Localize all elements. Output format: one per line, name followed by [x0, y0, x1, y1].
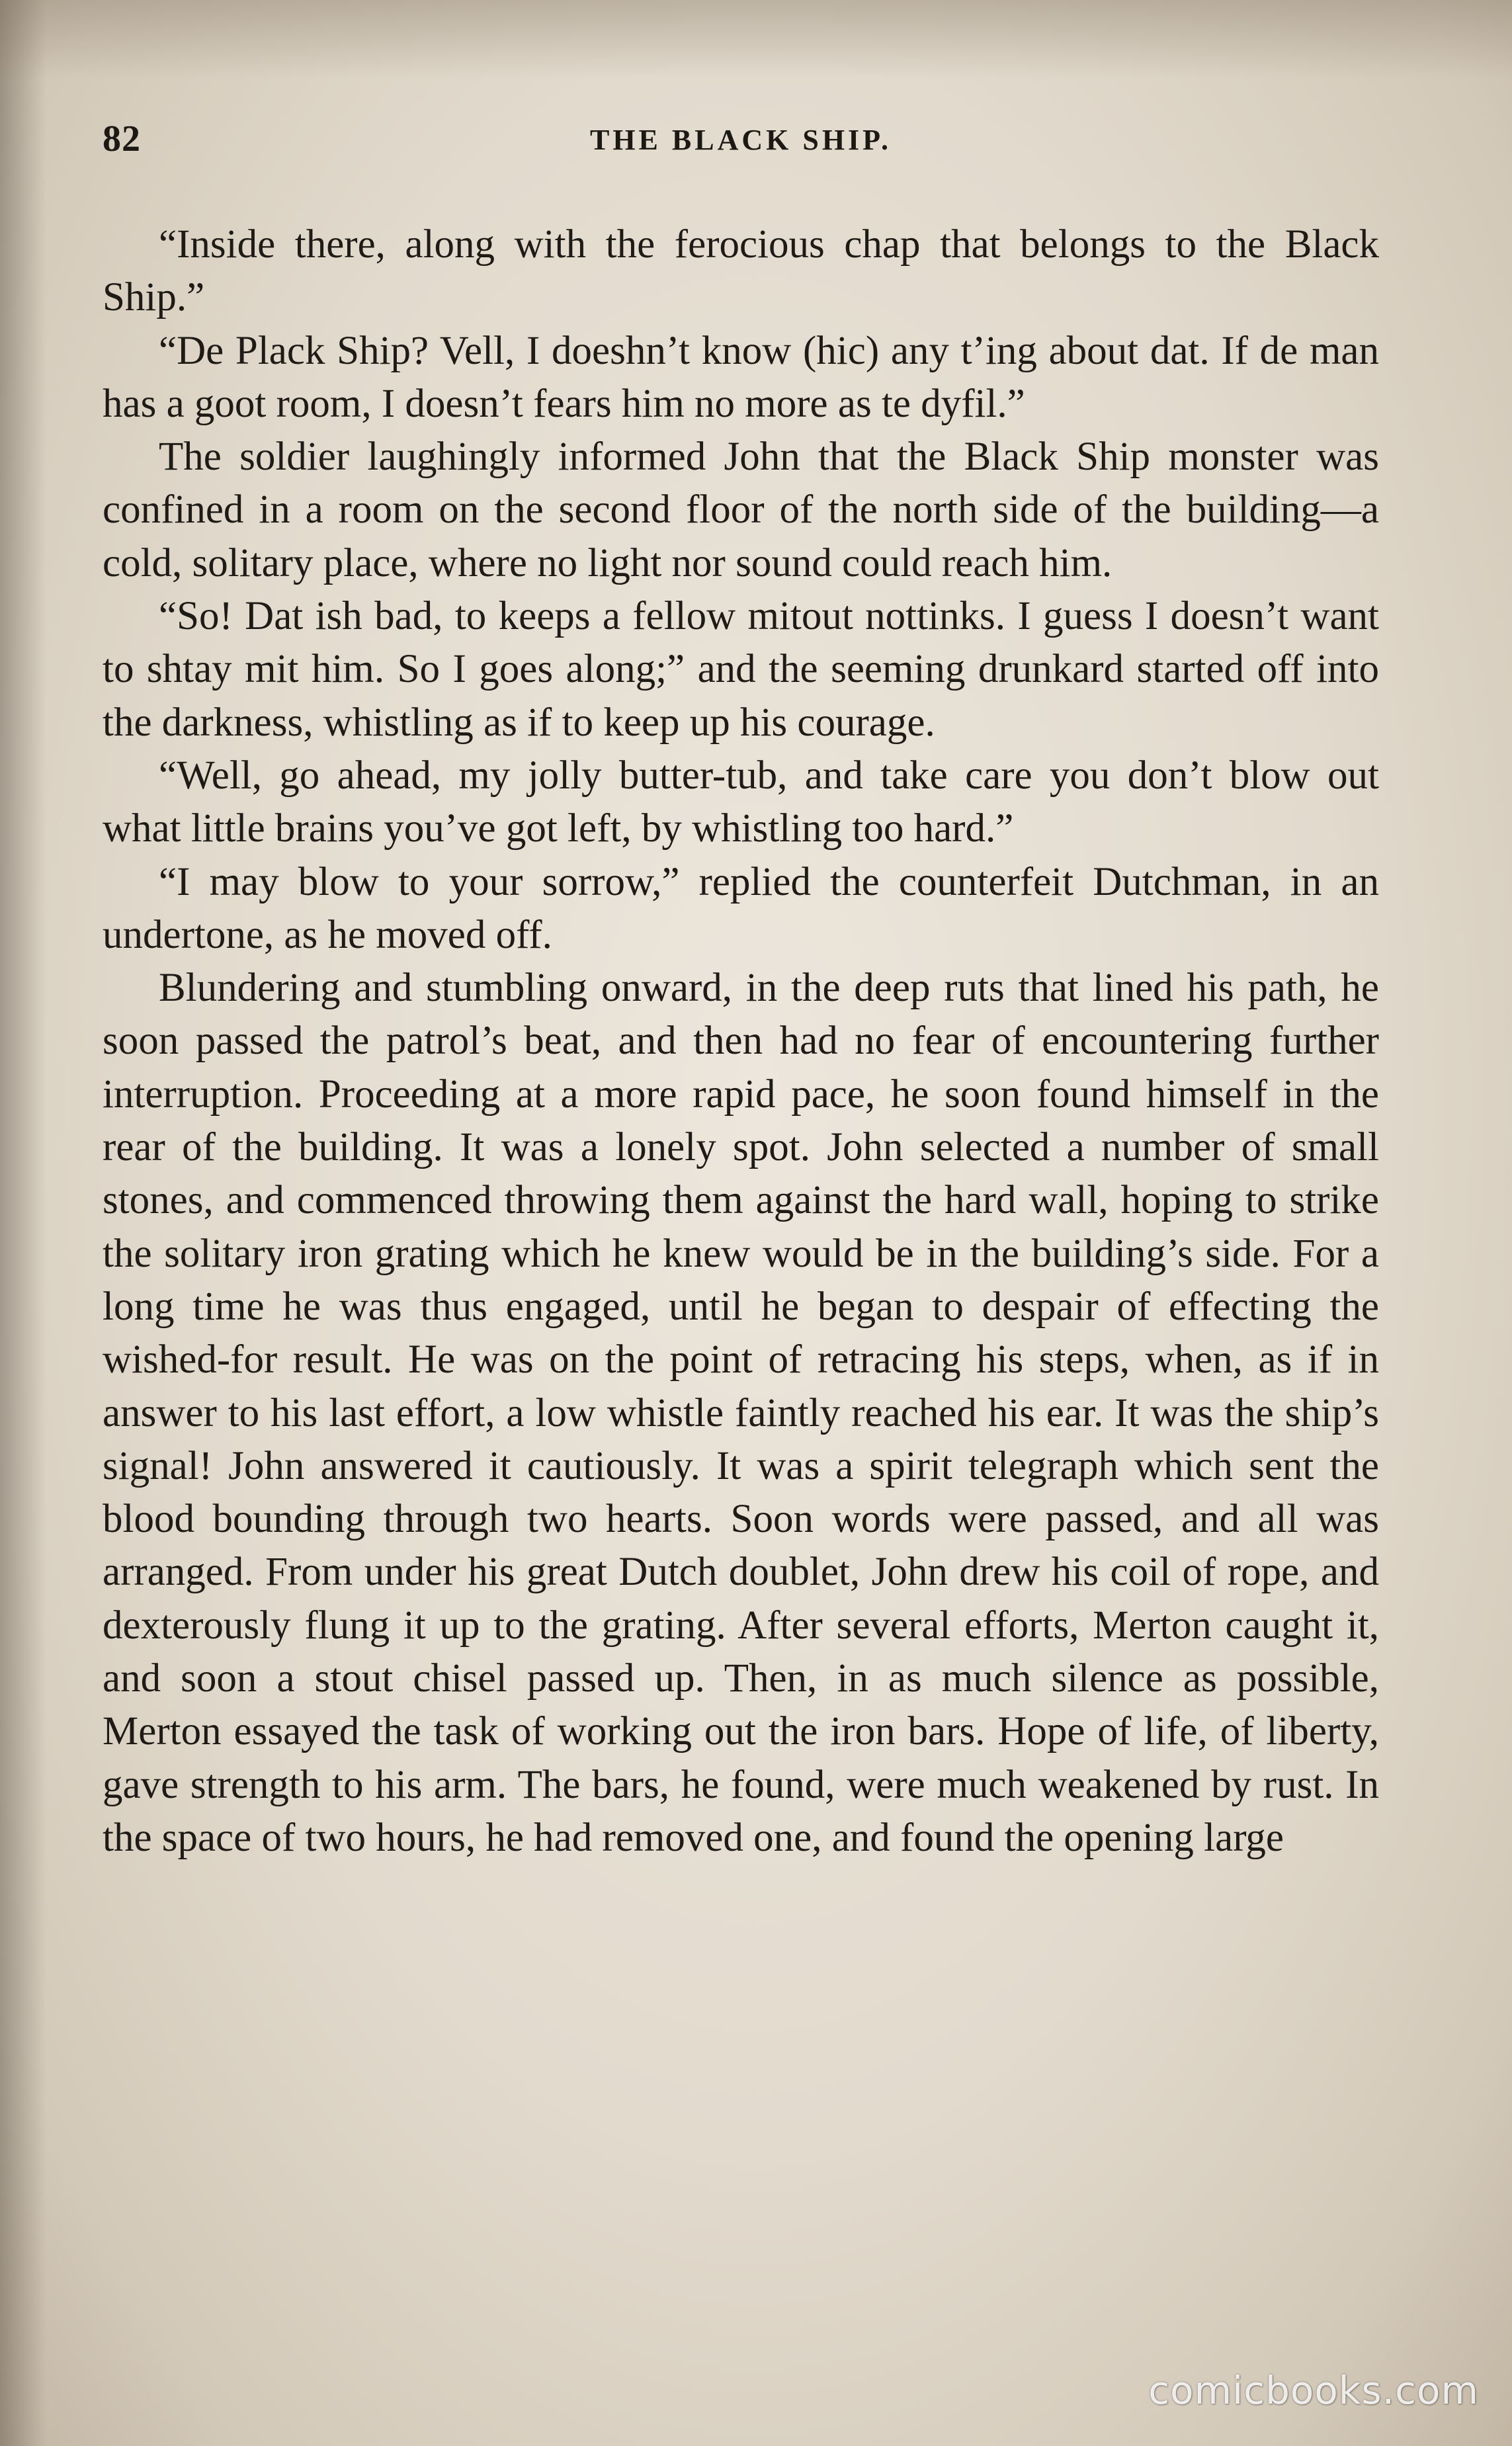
page-number: 82 [103, 118, 141, 159]
paragraph: “So! Dat ish bad, to keeps a fellow mitout nottinks. I guess I doesn’t want to shtay mit him. So I goes along;” and the seeming drunkard started off into the darkness, whistling as if to keep up his courage. [103, 594, 1379, 745]
binding-shadow [0, 0, 46, 2446]
paragraph: The soldier laughingly informed John that the Black Ship monster was confined in a room on the second floor of the north side of the building—a cold, solitary place, where no light nor sound could reach him. [103, 435, 1379, 585]
page-header [103, 118, 1379, 164]
paragraph: “Inside there, along with the ferocious chap that belongs to the Black Ship.” [103, 222, 1379, 320]
running-title: THE BLACK SHIP. [589, 124, 892, 156]
watermark: comicbooks.com [1148, 2368, 1479, 2413]
paragraph: “De Plack Ship? Vell, I doeshn’t know (hic) any t’ing about dat. If de man has a goot room, I doesn’t fears him no more as te dyfil.” [103, 328, 1379, 426]
paragraph: “Well, go ahead, my jolly butter-tub, and take care you don’t blow out what little brains you’ve got left, by whistling too hard.” [103, 753, 1379, 851]
paragraph: “I may blow to your sorrow,” replied the counterfeit Dutchman, in an undertone, as he moved off. [103, 859, 1379, 957]
paragraph: Blundering and stumbling onward, in the deep ruts that lined his path, he soon passed the patrol’s beat, and then had no fear of encountering further interruption. Proceeding at a more rapid pace, he soon found himself in the rear of the building. It was a lonely spot. John selected a number of small stones, and commenced throwing them against the hard wall, hoping to strike the solitary iron grating which he knew would be in the building’s side. For a long time he was thus engaged, until he began to despair of effecting the wished-for result. He was on the point of retracing his steps, when, as if in answer to his last effort, a low whistle faintly reached his ear. It was the ship’s signal! John answered it cautiously. It was a spirit telegraph which sent the blood bounding through two hearts. Soon words were passed, and all was arranged. From under his great Dutch doublet, John drew his coil of rope, and dexterously flung it up to the grating. After several efforts, Merton caught it, and soon a stout chisel passed up. Then, in as much silence as possible, Merton essayed the task of working out the iron bars. Hope of life, of liberty, gave strength to his arm. The bars, he found, were much weakened by rust. In the space of two hours, he had removed one, and found the opening large [103, 966, 1379, 1860]
page-edge-shading [0, 0, 1512, 79]
body-text [103, 218, 1379, 1865]
